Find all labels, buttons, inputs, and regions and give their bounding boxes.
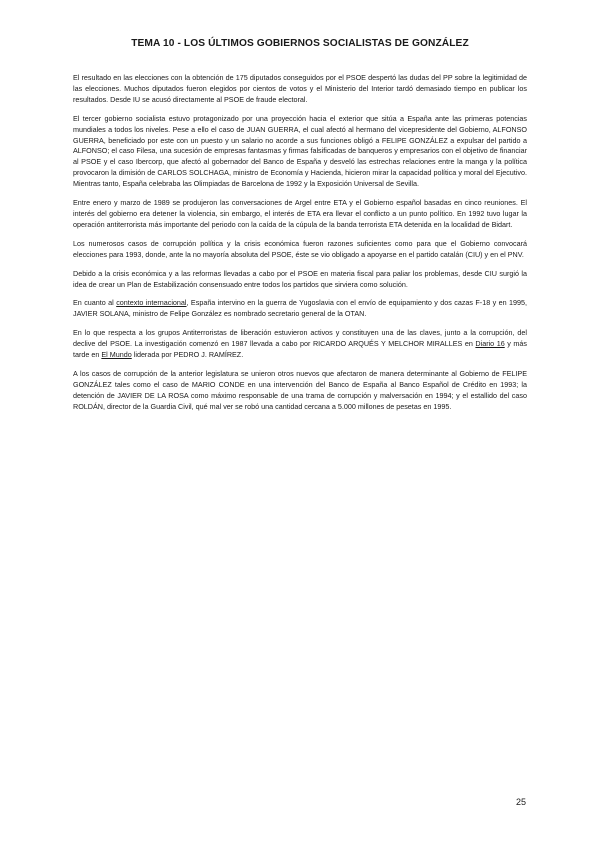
paragraph	[73, 328, 527, 361]
page-number: 25	[515, 797, 526, 807]
paragraph	[73, 269, 527, 291]
text-run: Entre enero y marzo de 1989 se produjeron las conversaciones de Argel entre ETA y el Gobierno español basadas en cinco reuniones. El interés del gobierno era detener la violencia, sin embargo, el interés de ETA era llevar el conflicto a un punto político. En 1992 tuvo lugar la operación antiterrorista más importante del periodo con la caída de la cúpula de la banda terrorista ETA detenida en la localidad de Bidart.	[73, 198, 527, 229]
paragraph	[73, 114, 527, 190]
underlined-text: Diario 16	[475, 339, 505, 349]
paragraph	[73, 298, 527, 320]
text-run: Debido a la crisis económica y a las reformas llevadas a cabo por el PSOE en materia fiscal para paliar los problemas, desde CIU surgió la idea de crear un Plan de Estabilización consensuado entre todos los partidos que sirviera como solución.	[73, 268, 527, 289]
page-title: TEMA 10 - LOS ÚLTIMOS GOBIERNOS SOCIALISTAS DE GONZÁLEZ	[131, 38, 469, 49]
paragraph	[73, 198, 527, 231]
paragraph	[73, 73, 527, 106]
text-run: El resultado en las elecciones con la obtención de 175 diputados conseguidos por el PSOE despertó las dudas del PP sobre la legitimidad de las elecciones. Muchos diputados fueron elegidos por cientos de votos y el Ministerio del Interior tardó demasiado tiempo en publicar los resultados. Desde IU se acusó directamente al PSOE de fraude electoral.	[73, 73, 527, 104]
text-run: liderada por PEDRO J. RAMÍREZ.	[131, 350, 244, 360]
text-run: Los numerosos casos de corrupción política y la crisis económica fueron razones suficientes como para que el Gobierno convocará elecciones para 1993, donde, ante la no mayoría absoluta del PSOE, éste se vio obligado a apoyarse en el partido catalán (CIU) y en el PNV.	[73, 238, 527, 259]
text-run: A los casos de corrupción de la anterior legislatura se unieron otros nuevos que afectaron de manera determinante al Gobierno de FELIPE GONZÁLEZ tales como el caso de MARIO CONDE en una intervención del Banco de España al Banco Español de Crédito en 1993; la detención de JAVIER DE LA ROSA como máximo responsable de una trama de corrupción y malversación en 1994; y el estallido del caso ROLDÁN, director de la Guardia Civil, qué mal ver se robó una cantidad cercana a 5.000 millones de pesetas en 1995.	[73, 368, 527, 411]
text-run: El tercer gobierno socialista estuvo protagonizado por una proyección hacia el exterior que sitúa a España ante las primeras potencias mundiales a todos los niveles. Pese a ello el caso de JUAN GUERRA, el cual afectó al hermano del vicepresidente del Gobierno, ALFONSO GUERRA, beneficiado por este con un puesto y un salario no acorde a sus funciones obligó a FELIPE GONZÁLEZ a expulsar del partido a ALFONSO; el caso Filesa, una sucesión de empresas fantasmas y firmas falsificadas de banqueros y empresarios con el objetivo de financiar al PSOE y el caso Ibercorp, que afectó al gobernador del Banco de España y desveló las estrechas relaciones entre la manga y la política provocaron la dimisión de CARLOS SOLCHAGA, ministro de Economía y Hacienda, hicieron mirar la capacidad política y moral del Ejecutivo. Mientras tanto, España celebraba las Olimpiadas de Barcelona de 1992 y la Exposición Universal de Sevilla.	[73, 113, 527, 189]
text-run: En cuanto al	[73, 298, 117, 308]
underlined-text: El Mundo	[101, 350, 132, 360]
underlined-text: contexto internacional	[116, 298, 187, 308]
text-run: En lo que respecta a los grupos Antiterroristas de liberación estuvieron activos y constituyen una de las claves, junto a la corrupción, del declive del PSOE. La investigación comenzó en 1987 llevada a cabo por RICARDO ARQUÉS Y MELCHOR MIRALLES en	[73, 328, 527, 349]
paragraph	[73, 239, 527, 261]
document-body	[73, 73, 527, 421]
text-run: , España intervino en la guerra de Yugoslavia con el envío de equipamiento y dos cazas F-18 y en 1995, JAVIER SOLANA, ministro de Felipe González es nombrado secretario general de la OTAN.	[73, 298, 527, 319]
paragraph	[73, 369, 527, 413]
text-run: y más tarde en	[73, 339, 528, 360]
